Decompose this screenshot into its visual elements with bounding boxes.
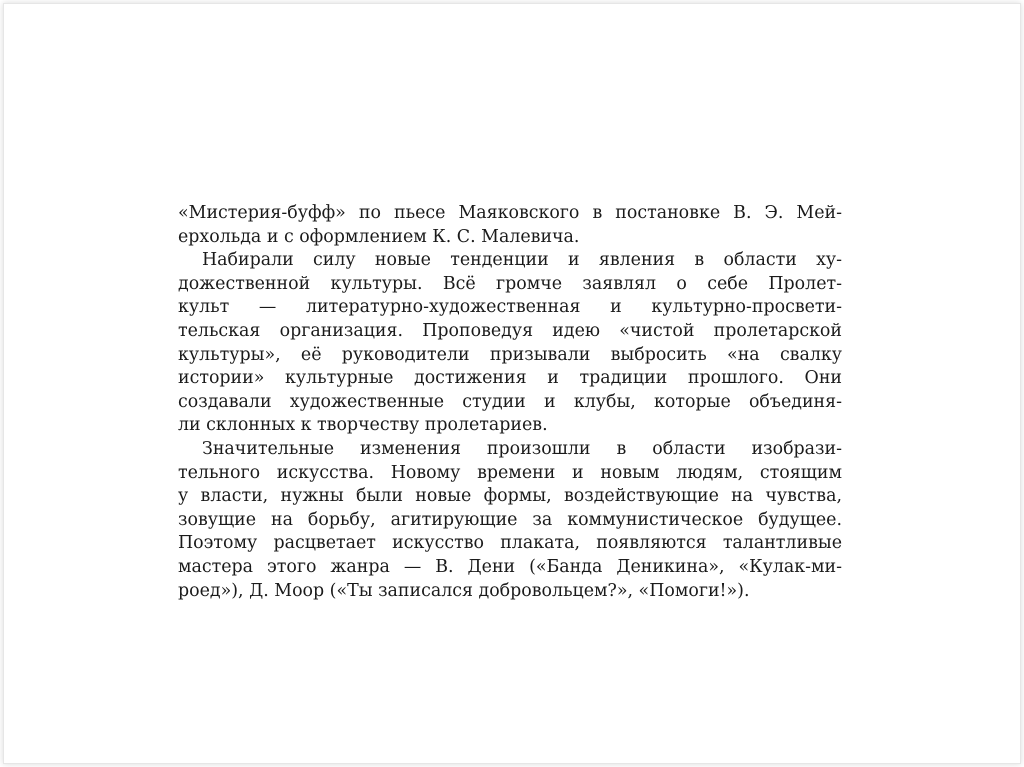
text-line: Значительные изменения произошли в области изобрази- bbox=[202, 438, 842, 459]
text-line: культуры», её руководители призывали выбросить «на свалку bbox=[178, 344, 842, 365]
text-line: роед»), Д. Моор («Ты записался добровольцем?», «Помоги!»). bbox=[178, 580, 750, 601]
text-line: Набирали силу новые тенденции и явления в области ху- bbox=[202, 250, 842, 271]
text-line: у власти, нужны были новые формы, воздействующие на чувства, bbox=[178, 486, 842, 507]
document-text bbox=[178, 202, 842, 603]
text-line: Поэтому расцветает искусство плаката, появляются талантливые bbox=[178, 533, 842, 554]
text-line: тельская организация. Проповедуя идею «чистой пролетарской bbox=[178, 320, 842, 341]
text-line: тельного искусства. Новому времени и новым людям, стоящим bbox=[178, 462, 842, 483]
text-line: мастера этого жанра — В. Дени («Банда Деникина», «Кулак-ми- bbox=[178, 556, 842, 577]
text-line: «Мистерия-буфф» по пьесе Маяковского в постановке В. Э. Мей- bbox=[178, 203, 842, 223]
text-line: зовущие на борьбу, агитирующие за коммунистическое будущее. bbox=[178, 509, 842, 530]
text-line: истории» культурные достижения и традиции прошлого. Они bbox=[178, 368, 842, 389]
text-line: культ — литературно-художественная и культурно-просвети- bbox=[178, 297, 842, 318]
text-line: ерхольда и с оформлением К. С. Малевича. bbox=[178, 226, 580, 247]
text-line: дожественной культуры. Всё громче заявлял о себе Пролет- bbox=[178, 273, 842, 294]
text-line: ли склонных к творчеству пролетариев. bbox=[178, 415, 548, 436]
text-line: создавали художественные студии и клубы, которые объединя- bbox=[178, 391, 842, 412]
